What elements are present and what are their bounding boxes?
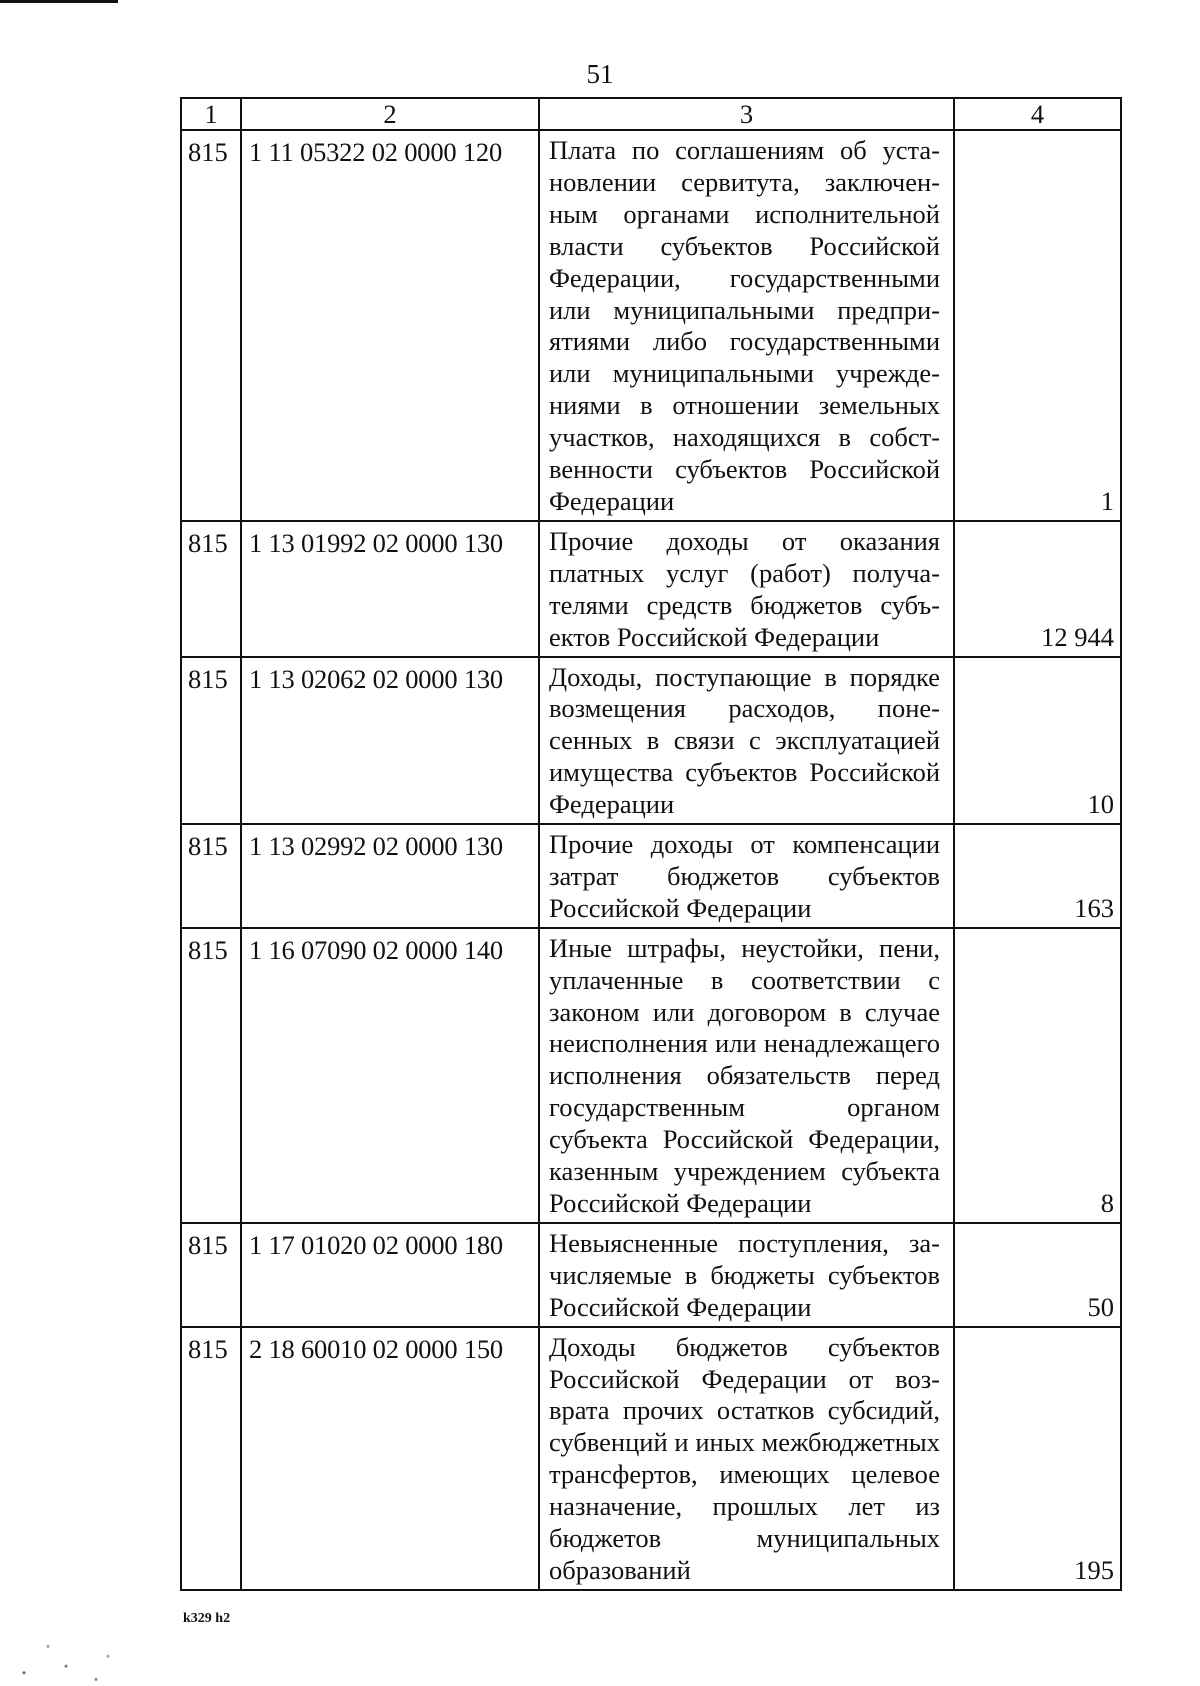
column-header-2: 2 [241,98,539,130]
table-row [181,1327,1121,1590]
budget-code-cell: 1 13 02062 02 0000 130 [241,657,539,825]
revenue-name-cell: Плата по соглашениям об установлении сервитута, заключенным органами исполнительной власти субъектов Российской Федерации, государственными или муниципальными предприятиями либо государственными или муниципальными учреждениями в отношении земельных участков, находящихся в собственности субъектов Российской Федерации [539,130,954,521]
table-row [181,1223,1121,1327]
budget-code-cell: 1 16 07090 02 0000 140 [241,928,539,1223]
amount-cell: 50 [954,1223,1121,1327]
document-footer-code: k329 h2 [183,1611,231,1626]
table-row [181,824,1121,928]
table-row [181,130,1121,521]
admin-code-cell: 815 [181,1223,241,1327]
budget-code-cell: 1 11 05322 02 0000 120 [241,130,539,521]
revenue-name-cell: Невыясненные поступления, зачисляемые в бюджеты субъектов Российской Федерации [539,1223,954,1327]
table-row [181,521,1121,657]
table-row [181,928,1121,1223]
revenue-name-cell: Иные штрафы, неустойки, пени, уплаченные в соответствии с законом или договором в случае неисполнения или ненадлежащего исполнения обязательств перед государственным органом субъекта Российской Федерации, казенным учреждением субъекта Российской Федерации [539,928,954,1223]
budget-code-cell: 1 13 01992 02 0000 130 [241,521,539,657]
amount-cell: 195 [954,1327,1121,1590]
admin-code-cell: 815 [181,928,241,1223]
column-header-4: 4 [954,98,1121,130]
budget-code-cell: 1 17 01020 02 0000 180 [241,1223,539,1327]
table-header-row [181,98,1121,130]
scan-noise [0,1620,120,1686]
revenue-name-cell: Прочие доходы от компенсации затрат бюджетов субъектов Российской Федерации [539,824,954,928]
page-number: 51 [586,59,614,89]
amount-cell: 12 944 [954,521,1121,657]
admin-code-cell: 815 [181,521,241,657]
admin-code-cell: 815 [181,130,241,521]
admin-code-cell: 815 [181,1327,241,1590]
amount-cell: 8 [954,928,1121,1223]
revenue-name-cell: Прочие доходы от оказания платных услуг (работ) получателями средств бюджетов субъектов Российской Федерации [539,521,954,657]
scan-edge-mark [0,0,118,3]
admin-code-cell: 815 [181,657,241,825]
budget-code-cell: 1 13 02992 02 0000 130 [241,824,539,928]
column-header-3: 3 [539,98,954,130]
budget-code-cell: 2 18 60010 02 0000 150 [241,1327,539,1590]
amount-cell: 163 [954,824,1121,928]
budget-revenue-table [180,97,1122,1591]
revenue-name-cell: Доходы бюджетов субъектов Российской Федерации от возврата прочих остатков субсидий, субвенций и иных межбюджетных трансфертов, имеющих целевое назначение, прошлых лет из бюджетов муниципальных образований [539,1327,954,1590]
column-header-1: 1 [181,98,241,130]
amount-cell: 1 [954,130,1121,521]
table-row [181,657,1121,825]
revenue-name-cell: Доходы, поступающие в порядке возмещения расходов, понесенных в связи с эксплуатацией имущества субъектов Российской Федерации [539,657,954,825]
admin-code-cell: 815 [181,824,241,928]
amount-cell: 10 [954,657,1121,825]
